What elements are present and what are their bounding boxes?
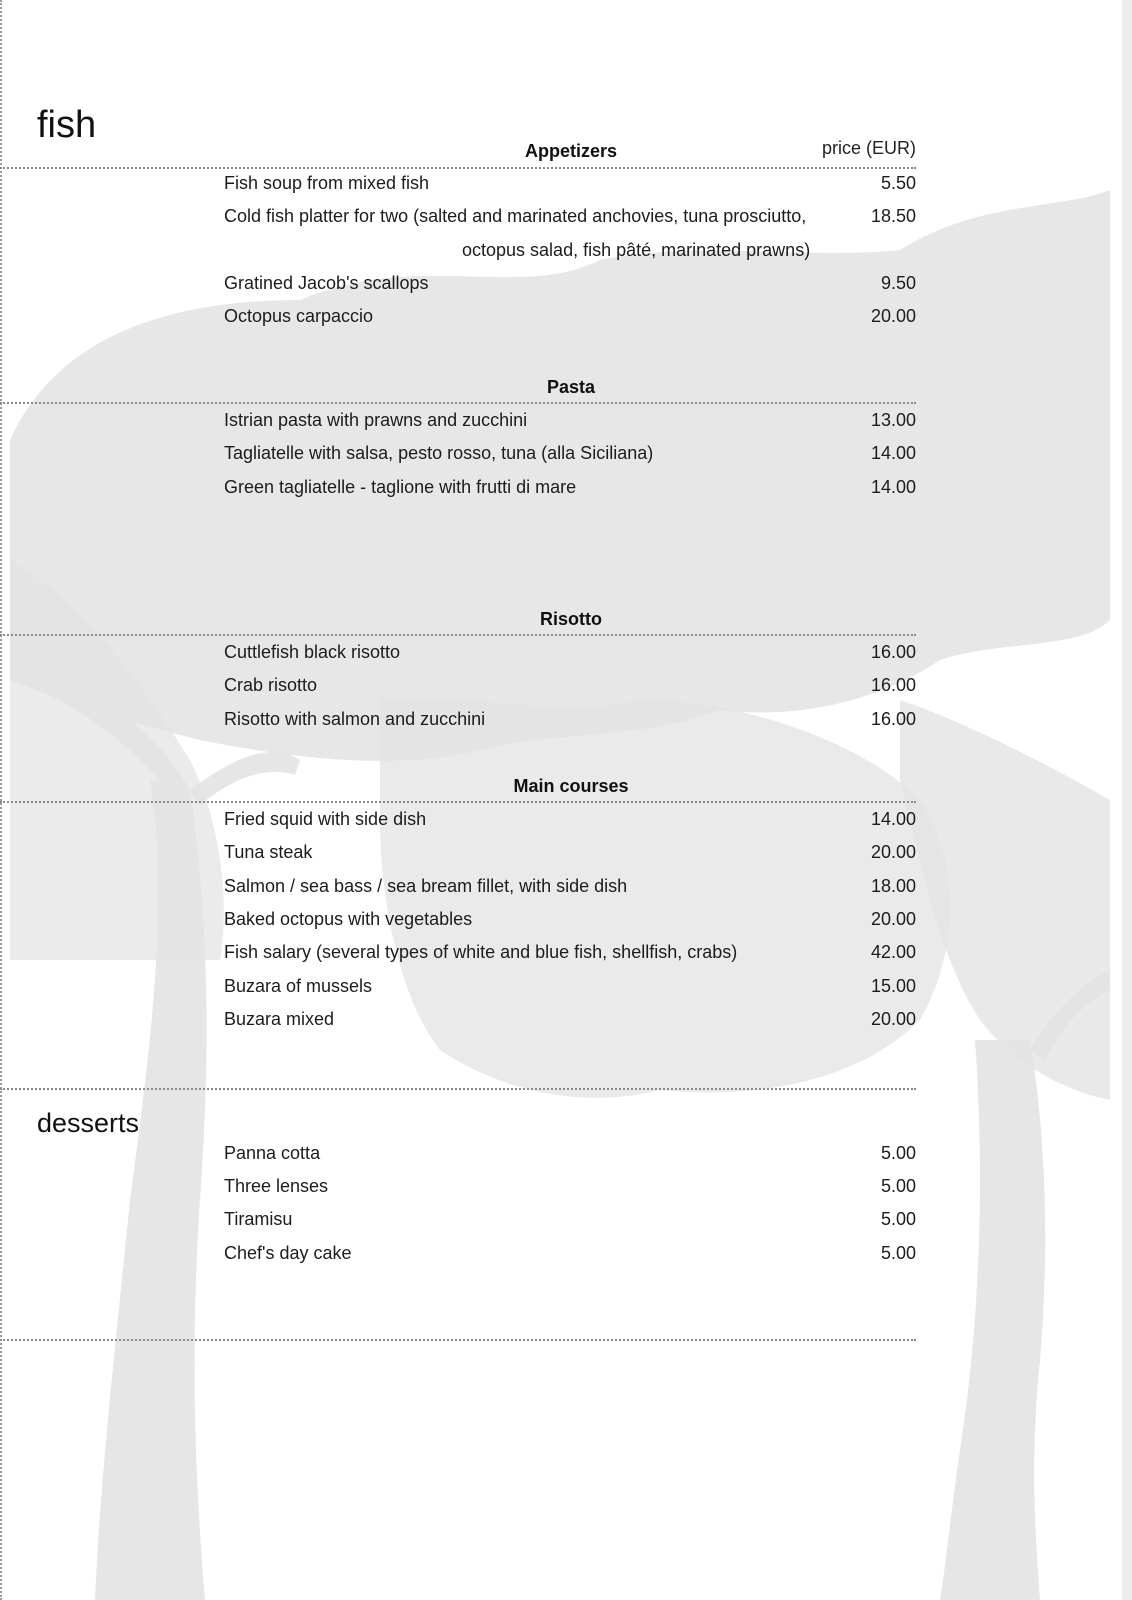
menu-item-name: Tiramisu [224, 1209, 293, 1229]
menu-item-name: Buzara mixed [224, 1009, 335, 1029]
menu-item-row [224, 709, 916, 733]
menu-item-row [224, 1009, 916, 1033]
dessert-item-row [224, 1143, 916, 1167]
menu-item-price: 14.00 [870, 809, 916, 829]
menu-item-price: 16.00 [870, 709, 916, 729]
menu-item-name: Tagliatelle with salsa, pesto rosso, tuna (alla Siciliana) [224, 443, 654, 463]
desserts-divider [0, 1088, 916, 1090]
menu-item-row [224, 206, 916, 230]
appetizers-divider [0, 167, 916, 169]
menu-item-continuation-row [224, 240, 916, 264]
menu-item-name: Three lenses [224, 1176, 329, 1196]
menu-item-price: 14.00 [870, 477, 916, 497]
menu-item-row [224, 306, 916, 330]
menu-item-name: Buzara of mussels [224, 976, 373, 996]
menu-item-price: 5.50 [880, 173, 916, 193]
menu-item-name: Gratined Jacob's scallops [224, 273, 429, 293]
desserts-section-title: desserts [37, 1108, 140, 1138]
pasta-divider [0, 402, 916, 404]
menu-item-name: Salmon / sea bass / sea bream fillet, with side dish [224, 876, 628, 896]
menu-item-name: Cold fish platter for two (salted and marinated anchovies, tuna prosciutto, [224, 206, 807, 226]
menu-item-price: 42.00 [870, 942, 916, 962]
menu-item-row [224, 273, 916, 297]
dessert-item-row [224, 1243, 916, 1267]
menu-item-price: 5.00 [880, 1143, 916, 1163]
menu-item-name: Chef's day cake [224, 1243, 352, 1263]
menu-item-name: Panna cotta [224, 1143, 321, 1163]
main-courses-heading: Main courses [513, 776, 629, 796]
menu-item-price: 5.00 [880, 1209, 916, 1229]
footer-divider [0, 1339, 916, 1341]
menu-item-row [224, 942, 916, 966]
menu-item-row [224, 410, 916, 434]
menu-item-row [224, 976, 916, 1000]
pasta-heading: Pasta [546, 377, 596, 397]
menu-item-name: Baked octopus with vegetables [224, 909, 473, 929]
menu-item-row [224, 809, 916, 833]
menu-item-price: 20.00 [870, 842, 916, 862]
menu-item-row [224, 909, 916, 933]
menu-item-name: Fish salary (several types of white and blue fish, shellfish, crabs) [224, 942, 738, 962]
menu-item-row [224, 642, 916, 666]
price-column-header: price (EUR) [821, 138, 916, 158]
menu-item-price: 5.00 [880, 1243, 916, 1263]
fish-section-title: fish [37, 104, 97, 146]
menu-item-row [224, 876, 916, 900]
main-courses-divider [0, 801, 916, 803]
menu-item-price: 15.00 [870, 976, 916, 996]
menu-item-price: 14.00 [870, 443, 916, 463]
menu-item-price: 20.00 [870, 909, 916, 929]
risotto-divider [0, 634, 916, 636]
dessert-item-row [224, 1209, 916, 1233]
menu-item-name: Fried squid with side dish [224, 809, 427, 829]
dessert-item-row [224, 1176, 916, 1200]
menu-item-name: Green tagliatelle - taglione with frutti di mare [224, 477, 577, 497]
menu-item-name: octopus salad, fish pâté, marinated prawns) [462, 240, 811, 260]
menu-item-row [224, 443, 916, 467]
menu-item-price: 18.50 [870, 206, 916, 226]
menu-item-row [224, 477, 916, 501]
menu-item-name: Octopus carpaccio [224, 306, 374, 326]
menu-item-name: Fish soup from mixed fish [224, 173, 430, 193]
menu-item-row [224, 173, 916, 197]
menu-item-row [224, 842, 916, 866]
menu-item-price: 16.00 [870, 642, 916, 662]
menu-item-price: 5.00 [880, 1176, 916, 1196]
menu-item-price: 20.00 [870, 1009, 916, 1029]
menu-item-price: 9.50 [880, 273, 916, 293]
menu-item-price: 20.00 [870, 306, 916, 326]
menu-item-name: Risotto with salmon and zucchini [224, 709, 486, 729]
appetizers-heading: Appetizers [524, 141, 618, 161]
menu-item-price: 13.00 [870, 410, 916, 430]
menu-item-price: 18.00 [870, 876, 916, 896]
menu-item-name: Crab risotto [224, 675, 318, 695]
risotto-heading: Risotto [540, 609, 602, 629]
menu-item-price: 16.00 [870, 675, 916, 695]
menu-item-row [224, 675, 916, 699]
menu-item-name: Tuna steak [224, 842, 313, 862]
menu-item-name: Cuttlefish black risotto [224, 642, 401, 662]
menu-item-name: Istrian pasta with prawns and zucchini [224, 410, 528, 430]
